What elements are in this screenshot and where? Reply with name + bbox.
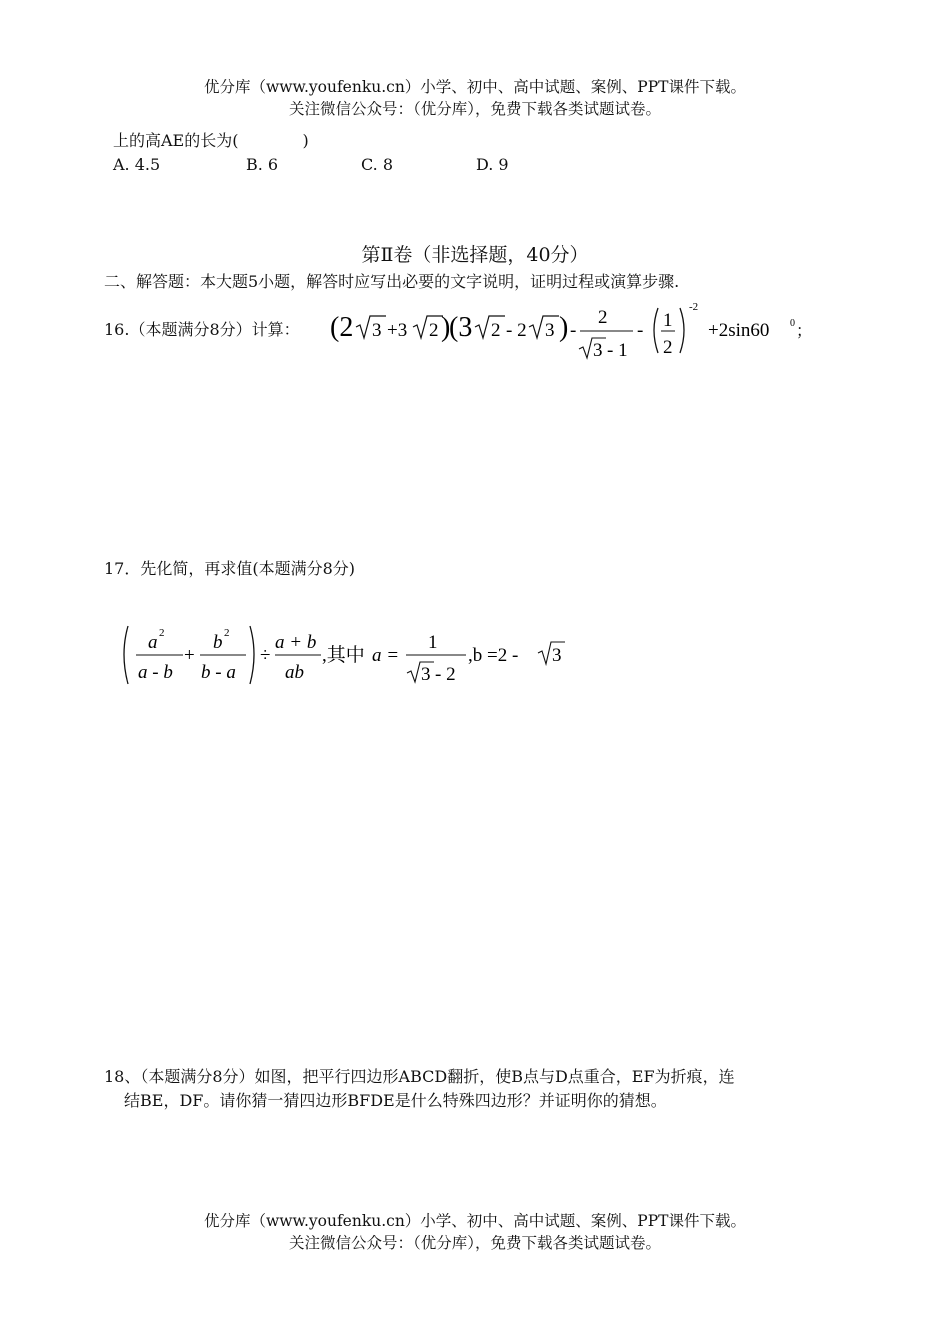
paren-right-big — [250, 626, 254, 684]
den-3: ab — [285, 662, 304, 683]
half-denominator: 2 — [663, 337, 673, 358]
big-paren-left — [654, 308, 658, 353]
minus-two-den: - 2 — [435, 664, 456, 685]
radicand-3c: 3 — [593, 340, 603, 361]
sq-a: 2 — [159, 627, 165, 639]
plus-sign: + — [184, 645, 195, 666]
q16-expression — [330, 298, 813, 364]
q18-line-2: 结BE，DF。请你猜一猜四边形BFDE是什么特殊四边形？并证明你的猜想。 — [124, 1091, 667, 1110]
minus-two: - 2 — [506, 320, 527, 341]
sin-term: +2sin60 — [708, 320, 770, 341]
a-equals: a = — [372, 645, 400, 666]
paren-open-1: (2 — [330, 312, 354, 343]
den-2: b - a — [201, 662, 236, 683]
num-b: b — [213, 632, 223, 653]
plus-three: +3 — [387, 320, 408, 341]
minus-sign-2: - — [637, 320, 644, 341]
minus-sign: - — [570, 320, 577, 341]
section-title: 第Ⅱ卷（非选择题，40分） — [361, 244, 589, 266]
semicolon: ； — [796, 323, 813, 340]
sq-b: 2 — [224, 627, 230, 639]
q17-label: 17．先化简，再求值(本题满分8分) — [104, 559, 356, 578]
q16-label: 16.（本题满分8分）计算： — [104, 320, 300, 339]
radicand-2: 2 — [429, 320, 439, 341]
footer-line-1: 优分库（www.youfenku.cn）小学、初中、高中试题、案例、PPT课件下载。 — [203, 1212, 747, 1230]
footer-line-2: 关注微信公众号：（优分库），免费下载各类试题试卷。 — [288, 1234, 661, 1252]
paren-open-2: (3 — [449, 312, 473, 343]
radicand-3e: 3 — [552, 645, 562, 666]
div-sign: ÷ — [260, 645, 271, 666]
header-line-1: 优分库（www.youfenku.cn）小学、初中、高中试题、案例、PPT课件下载。 — [203, 78, 747, 96]
radicand-3b: 3 — [545, 320, 555, 341]
frac-numerator: 2 — [598, 307, 608, 328]
b-equals: ,b =2 - — [468, 645, 519, 666]
option-a: A. 4.5 — [113, 155, 161, 174]
option-d: D. 9 — [476, 155, 509, 174]
q18-line-1: 18、（本题满分8分）如图，把平行四边形ABCD翻折，使B点与D点重合，EF为折痕，连 — [104, 1067, 735, 1086]
header-line-2: 关注微信公众号：（优分库），免费下载各类试题试卷。 — [288, 100, 661, 118]
sqrt-sign-3 — [475, 316, 505, 338]
option-c: C. 8 — [361, 155, 394, 174]
paren-close-1: ) — [441, 312, 451, 343]
degree-mark: 0 — [790, 318, 795, 329]
exponent: -2 — [689, 301, 699, 313]
radicand-3d: 3 — [421, 664, 431, 685]
sqrt-sign-2 — [413, 316, 443, 338]
num-3: a + b — [275, 632, 317, 653]
where-text: ,其中 — [322, 645, 365, 666]
q15-tail-text: 上的高AE的长为( ) — [113, 131, 309, 150]
q17-expression — [118, 618, 588, 694]
den-1: a - b — [138, 662, 173, 683]
option-b: B. 6 — [246, 155, 279, 174]
section-instructions: 二、解答题：本大题5小题，解答时应写出必要的文字说明，证明过程或演算步骤. — [104, 272, 680, 291]
big-paren-right — [680, 308, 684, 353]
radicand-3: 3 — [372, 320, 382, 341]
frac-denominator-tail: - 1 — [607, 340, 628, 361]
one-numerator: 1 — [428, 632, 438, 653]
radicand-2b: 2 — [491, 320, 501, 341]
sqrt-sign-4 — [529, 316, 559, 338]
paren-left-big — [124, 626, 128, 684]
half-numerator: 1 — [663, 310, 673, 331]
paren-close-2: ) — [559, 312, 569, 343]
sqrt-sign-1 — [356, 316, 386, 338]
num-a: a — [148, 632, 158, 653]
